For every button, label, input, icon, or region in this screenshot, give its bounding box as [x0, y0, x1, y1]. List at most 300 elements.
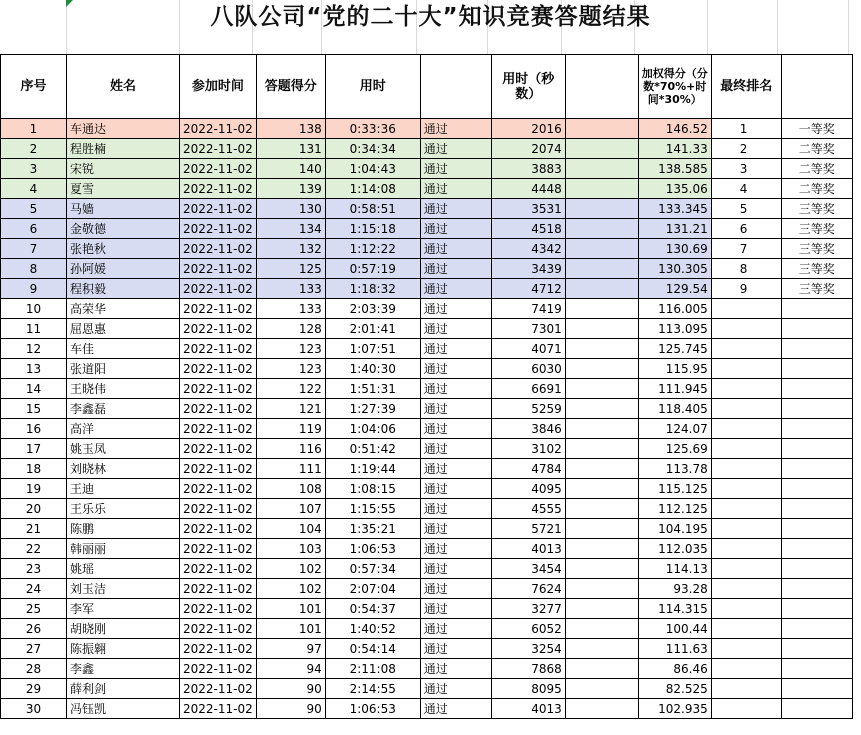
cell-blank[interactable] — [565, 179, 638, 199]
cell-weighted[interactable]: 111.945 — [638, 379, 711, 399]
cell-rank[interactable] — [711, 379, 781, 399]
cell-name[interactable]: 韩丽丽 — [67, 539, 180, 559]
cell-name[interactable]: 高荣华 — [67, 299, 180, 319]
cell-weighted[interactable]: 93.28 — [638, 579, 711, 599]
cell-score[interactable]: 122 — [256, 379, 325, 399]
header-cell-date[interactable]: 参加时间 — [180, 55, 257, 119]
cell-no[interactable]: 6 — [1, 219, 67, 239]
cell-name[interactable]: 王迪 — [67, 479, 180, 499]
cell-weighted[interactable]: 115.95 — [638, 359, 711, 379]
cell-name[interactable]: 宋锐 — [67, 159, 180, 179]
cell-score[interactable]: 102 — [256, 579, 325, 599]
cell-rank[interactable]: 2 — [711, 139, 781, 159]
cell-weighted[interactable]: 125.745 — [638, 339, 711, 359]
cell-status[interactable]: 通过 — [420, 359, 491, 379]
cell-name[interactable]: 陈振翱 — [67, 639, 180, 659]
header-cell-score[interactable]: 答题得分 — [256, 55, 325, 119]
cell-status[interactable]: 通过 — [420, 239, 491, 259]
cell-date[interactable]: 2022-11-02 — [180, 499, 257, 519]
cell-name[interactable]: 张道阳 — [67, 359, 180, 379]
cell-time[interactable]: 0:58:51 — [325, 199, 420, 219]
cell-name[interactable]: 屈恩惠 — [67, 319, 180, 339]
cell-no[interactable]: 4 — [1, 179, 67, 199]
cell-date[interactable]: 2022-11-02 — [180, 399, 257, 419]
cell-rank[interactable] — [711, 599, 781, 619]
cell-prize[interactable] — [781, 419, 852, 439]
cell-name[interactable]: 马嫱 — [67, 199, 180, 219]
cell-secs[interactable]: 3883 — [491, 159, 565, 179]
cell-status[interactable]: 通过 — [420, 179, 491, 199]
cell-score[interactable]: 123 — [256, 359, 325, 379]
header-cell-rank[interactable]: 最终排名 — [711, 55, 781, 119]
cell-secs[interactable]: 7624 — [491, 579, 565, 599]
cell-rank[interactable]: 1 — [711, 119, 781, 139]
cell-name[interactable]: 刘玉洁 — [67, 579, 180, 599]
cell-no[interactable]: 21 — [1, 519, 67, 539]
cell-blank[interactable] — [565, 419, 638, 439]
cell-time[interactable]: 0:57:19 — [325, 259, 420, 279]
cell-secs[interactable]: 4518 — [491, 219, 565, 239]
cell-status[interactable]: 通过 — [420, 319, 491, 339]
cell-prize[interactable] — [781, 479, 852, 499]
cell-name[interactable]: 程积毅 — [67, 279, 180, 299]
cell-weighted[interactable]: 138.585 — [638, 159, 711, 179]
cell-blank[interactable] — [565, 139, 638, 159]
cell-score[interactable]: 94 — [256, 659, 325, 679]
cell-score[interactable]: 125 — [256, 259, 325, 279]
cell-blank[interactable] — [565, 299, 638, 319]
cell-prize[interactable]: 二等奖 — [781, 179, 852, 199]
header-cell-weighted[interactable]: 加权得分（分数*70%+时间*30%） — [638, 55, 711, 119]
cell-date[interactable]: 2022-11-02 — [180, 699, 257, 719]
cell-no[interactable]: 18 — [1, 459, 67, 479]
cell-score[interactable]: 102 — [256, 559, 325, 579]
cell-time[interactable]: 1:08:15 — [325, 479, 420, 499]
cell-no[interactable]: 12 — [1, 339, 67, 359]
cell-score[interactable]: 121 — [256, 399, 325, 419]
cell-status[interactable]: 通过 — [420, 119, 491, 139]
cell-time[interactable]: 1:19:44 — [325, 459, 420, 479]
cell-rank[interactable]: 5 — [711, 199, 781, 219]
cell-status[interactable]: 通过 — [420, 279, 491, 299]
cell-status[interactable]: 通过 — [420, 259, 491, 279]
cell-blank[interactable] — [565, 359, 638, 379]
cell-date[interactable]: 2022-11-02 — [180, 559, 257, 579]
cell-status[interactable]: 通过 — [420, 459, 491, 479]
cell-prize[interactable] — [781, 699, 852, 719]
cell-score[interactable]: 133 — [256, 299, 325, 319]
cell-weighted[interactable]: 104.195 — [638, 519, 711, 539]
cell-prize[interactable] — [781, 639, 852, 659]
cell-time[interactable]: 2:11:08 — [325, 659, 420, 679]
cell-no[interactable]: 23 — [1, 559, 67, 579]
cell-secs[interactable]: 4342 — [491, 239, 565, 259]
cell-secs[interactable]: 5721 — [491, 519, 565, 539]
cell-name[interactable]: 王乐乐 — [67, 499, 180, 519]
cell-time[interactable]: 1:40:30 — [325, 359, 420, 379]
cell-secs[interactable]: 3454 — [491, 559, 565, 579]
cell-time[interactable]: 0:54:14 — [325, 639, 420, 659]
cell-time[interactable]: 1:04:43 — [325, 159, 420, 179]
cell-rank[interactable] — [711, 639, 781, 659]
cell-rank[interactable] — [711, 299, 781, 319]
cell-rank[interactable] — [711, 499, 781, 519]
cell-time[interactable]: 2:07:04 — [325, 579, 420, 599]
cell-time[interactable]: 2:01:41 — [325, 319, 420, 339]
cell-secs[interactable]: 4095 — [491, 479, 565, 499]
cell-rank[interactable] — [711, 319, 781, 339]
cell-status[interactable]: 通过 — [420, 519, 491, 539]
cell-no[interactable]: 7 — [1, 239, 67, 259]
cell-blank[interactable] — [565, 559, 638, 579]
cell-time[interactable]: 1:06:53 — [325, 699, 420, 719]
cell-rank[interactable] — [711, 339, 781, 359]
cell-date[interactable]: 2022-11-02 — [180, 619, 257, 639]
cell-time[interactable]: 1:40:52 — [325, 619, 420, 639]
cell-blank[interactable] — [565, 499, 638, 519]
cell-secs[interactable]: 4555 — [491, 499, 565, 519]
cell-name[interactable]: 李鑫磊 — [67, 399, 180, 419]
cell-secs[interactable]: 2074 — [491, 139, 565, 159]
cell-weighted[interactable]: 102.935 — [638, 699, 711, 719]
cell-status[interactable]: 通过 — [420, 139, 491, 159]
cell-prize[interactable] — [781, 539, 852, 559]
cell-date[interactable]: 2022-11-02 — [180, 259, 257, 279]
cell-time[interactable]: 1:51:31 — [325, 379, 420, 399]
cell-no[interactable]: 24 — [1, 579, 67, 599]
cell-blank[interactable] — [565, 659, 638, 679]
cell-score[interactable]: 97 — [256, 639, 325, 659]
cell-score[interactable]: 140 — [256, 159, 325, 179]
cell-blank[interactable] — [565, 399, 638, 419]
cell-no[interactable]: 22 — [1, 539, 67, 559]
cell-secs[interactable]: 7419 — [491, 299, 565, 319]
cell-secs[interactable]: 6691 — [491, 379, 565, 399]
cell-prize[interactable]: 二等奖 — [781, 139, 852, 159]
cell-date[interactable]: 2022-11-02 — [180, 299, 257, 319]
cell-date[interactable]: 2022-11-02 — [180, 359, 257, 379]
cell-weighted[interactable]: 116.005 — [638, 299, 711, 319]
cell-no[interactable]: 1 — [1, 119, 67, 139]
cell-score[interactable]: 108 — [256, 479, 325, 499]
cell-date[interactable]: 2022-11-02 — [180, 219, 257, 239]
cell-date[interactable]: 2022-11-02 — [180, 159, 257, 179]
header-cell-name[interactable]: 姓名 — [67, 55, 180, 119]
cell-prize[interactable] — [781, 599, 852, 619]
cell-prize[interactable] — [781, 579, 852, 599]
cell-name[interactable]: 冯钰凯 — [67, 699, 180, 719]
cell-prize[interactable]: 三等奖 — [781, 279, 852, 299]
header-cell-prize[interactable] — [781, 55, 852, 119]
cell-rank[interactable] — [711, 539, 781, 559]
cell-prize[interactable] — [781, 659, 852, 679]
cell-secs[interactable]: 4013 — [491, 699, 565, 719]
cell-weighted[interactable]: 135.06 — [638, 179, 711, 199]
cell-status[interactable]: 通过 — [420, 299, 491, 319]
cell-rank[interactable] — [711, 399, 781, 419]
cell-weighted[interactable]: 112.035 — [638, 539, 711, 559]
cell-no[interactable]: 11 — [1, 319, 67, 339]
cell-blank[interactable] — [565, 159, 638, 179]
cell-score[interactable]: 101 — [256, 599, 325, 619]
cell-no[interactable]: 19 — [1, 479, 67, 499]
cell-name[interactable]: 张艳秋 — [67, 239, 180, 259]
cell-name[interactable]: 高洋 — [67, 419, 180, 439]
cell-time[interactable]: 1:07:51 — [325, 339, 420, 359]
cell-blank[interactable] — [565, 699, 638, 719]
cell-secs[interactable]: 8095 — [491, 679, 565, 699]
cell-secs[interactable]: 3254 — [491, 639, 565, 659]
cell-blank[interactable] — [565, 119, 638, 139]
cell-date[interactable]: 2022-11-02 — [180, 339, 257, 359]
cell-date[interactable]: 2022-11-02 — [180, 319, 257, 339]
cell-no[interactable]: 3 — [1, 159, 67, 179]
cell-prize[interactable]: 三等奖 — [781, 199, 852, 219]
cell-no[interactable]: 29 — [1, 679, 67, 699]
cell-date[interactable]: 2022-11-02 — [180, 139, 257, 159]
cell-time[interactable]: 1:04:06 — [325, 419, 420, 439]
cell-date[interactable]: 2022-11-02 — [180, 419, 257, 439]
cell-score[interactable]: 103 — [256, 539, 325, 559]
cell-date[interactable]: 2022-11-02 — [180, 539, 257, 559]
cell-blank[interactable] — [565, 599, 638, 619]
cell-blank[interactable] — [565, 619, 638, 639]
cell-score[interactable]: 123 — [256, 339, 325, 359]
cell-name[interactable]: 胡晓刚 — [67, 619, 180, 639]
cell-status[interactable]: 通过 — [420, 219, 491, 239]
cell-time[interactable]: 0:51:42 — [325, 439, 420, 459]
cell-rank[interactable] — [711, 619, 781, 639]
cell-date[interactable]: 2022-11-02 — [180, 639, 257, 659]
cell-name[interactable]: 王晓伟 — [67, 379, 180, 399]
cell-rank[interactable] — [711, 579, 781, 599]
cell-score[interactable]: 90 — [256, 699, 325, 719]
cell-weighted[interactable]: 131.21 — [638, 219, 711, 239]
cell-rank[interactable] — [711, 459, 781, 479]
cell-time[interactable]: 1:15:18 — [325, 219, 420, 239]
cell-blank[interactable] — [565, 479, 638, 499]
cell-score[interactable]: 134 — [256, 219, 325, 239]
cell-prize[interactable] — [781, 319, 852, 339]
cell-secs[interactable]: 7301 — [491, 319, 565, 339]
cell-date[interactable]: 2022-11-02 — [180, 379, 257, 399]
cell-weighted[interactable]: 113.095 — [638, 319, 711, 339]
cell-weighted[interactable]: 130.305 — [638, 259, 711, 279]
cell-weighted[interactable]: 118.405 — [638, 399, 711, 419]
cell-time[interactable]: 1:14:08 — [325, 179, 420, 199]
cell-no[interactable]: 13 — [1, 359, 67, 379]
cell-status[interactable]: 通过 — [420, 639, 491, 659]
cell-status[interactable]: 通过 — [420, 679, 491, 699]
cell-rank[interactable] — [711, 559, 781, 579]
cell-prize[interactable]: 三等奖 — [781, 219, 852, 239]
cell-rank[interactable]: 9 — [711, 279, 781, 299]
cell-rank[interactable]: 7 — [711, 239, 781, 259]
cell-time[interactable]: 1:12:22 — [325, 239, 420, 259]
cell-date[interactable]: 2022-11-02 — [180, 179, 257, 199]
cell-prize[interactable] — [781, 399, 852, 419]
cell-weighted[interactable]: 100.44 — [638, 619, 711, 639]
cell-blank[interactable] — [565, 639, 638, 659]
cell-secs[interactable]: 3277 — [491, 599, 565, 619]
cell-blank[interactable] — [565, 439, 638, 459]
cell-prize[interactable] — [781, 619, 852, 639]
cell-no[interactable]: 20 — [1, 499, 67, 519]
cell-weighted[interactable]: 114.315 — [638, 599, 711, 619]
cell-weighted[interactable]: 141.33 — [638, 139, 711, 159]
cell-score[interactable]: 116 — [256, 439, 325, 459]
cell-blank[interactable] — [565, 219, 638, 239]
cell-blank[interactable] — [565, 259, 638, 279]
cell-prize[interactable] — [781, 559, 852, 579]
cell-name[interactable]: 姚玉凤 — [67, 439, 180, 459]
cell-rank[interactable] — [711, 359, 781, 379]
header-cell-time[interactable]: 用时 — [325, 55, 420, 119]
cell-blank[interactable] — [565, 319, 638, 339]
cell-rank[interactable] — [711, 679, 781, 699]
cell-status[interactable]: 通过 — [420, 539, 491, 559]
cell-no[interactable]: 17 — [1, 439, 67, 459]
cell-rank[interactable] — [711, 659, 781, 679]
cell-name[interactable]: 夏雪 — [67, 179, 180, 199]
cell-status[interactable]: 通过 — [420, 599, 491, 619]
cell-time[interactable]: 0:34:34 — [325, 139, 420, 159]
cell-score[interactable]: 119 — [256, 419, 325, 439]
cell-no[interactable]: 30 — [1, 699, 67, 719]
cell-date[interactable]: 2022-11-02 — [180, 119, 257, 139]
cell-no[interactable]: 9 — [1, 279, 67, 299]
cell-score[interactable]: 130 — [256, 199, 325, 219]
cell-score[interactable]: 107 — [256, 499, 325, 519]
cell-weighted[interactable]: 130.69 — [638, 239, 711, 259]
cell-score[interactable]: 133 — [256, 279, 325, 299]
cell-rank[interactable] — [711, 439, 781, 459]
cell-status[interactable]: 通过 — [420, 619, 491, 639]
cell-score[interactable]: 131 — [256, 139, 325, 159]
cell-status[interactable]: 通过 — [420, 419, 491, 439]
cell-rank[interactable]: 6 — [711, 219, 781, 239]
cell-prize[interactable] — [781, 379, 852, 399]
cell-blank[interactable] — [565, 539, 638, 559]
cell-time[interactable]: 1:35:21 — [325, 519, 420, 539]
cell-rank[interactable]: 3 — [711, 159, 781, 179]
cell-status[interactable]: 通过 — [420, 579, 491, 599]
cell-date[interactable]: 2022-11-02 — [180, 279, 257, 299]
cell-no[interactable]: 27 — [1, 639, 67, 659]
cell-status[interactable]: 通过 — [420, 199, 491, 219]
cell-time[interactable]: 2:14:55 — [325, 679, 420, 699]
cell-score[interactable]: 138 — [256, 119, 325, 139]
cell-rank[interactable]: 8 — [711, 259, 781, 279]
cell-secs[interactable]: 2016 — [491, 119, 565, 139]
cell-time[interactable]: 1:06:53 — [325, 539, 420, 559]
cell-weighted[interactable]: 125.69 — [638, 439, 711, 459]
cell-status[interactable]: 通过 — [420, 659, 491, 679]
cell-status[interactable]: 通过 — [420, 399, 491, 419]
cell-no[interactable]: 10 — [1, 299, 67, 319]
cell-prize[interactable] — [781, 459, 852, 479]
cell-date[interactable]: 2022-11-02 — [180, 439, 257, 459]
cell-prize[interactable]: 三等奖 — [781, 259, 852, 279]
cell-secs[interactable]: 5259 — [491, 399, 565, 419]
cell-name[interactable]: 李鑫 — [67, 659, 180, 679]
cell-status[interactable]: 通过 — [420, 499, 491, 519]
cell-no[interactable]: 16 — [1, 419, 67, 439]
cell-secs[interactable]: 4712 — [491, 279, 565, 299]
cell-status[interactable]: 通过 — [420, 699, 491, 719]
cell-no[interactable]: 2 — [1, 139, 67, 159]
cell-secs[interactable]: 4448 — [491, 179, 565, 199]
cell-weighted[interactable]: 115.125 — [638, 479, 711, 499]
cell-prize[interactable] — [781, 339, 852, 359]
cell-name[interactable]: 金敬德 — [67, 219, 180, 239]
cell-score[interactable]: 101 — [256, 619, 325, 639]
cell-status[interactable]: 通过 — [420, 339, 491, 359]
cell-date[interactable]: 2022-11-02 — [180, 479, 257, 499]
cell-rank[interactable] — [711, 699, 781, 719]
cell-name[interactable]: 刘晓林 — [67, 459, 180, 479]
cell-secs[interactable]: 6052 — [491, 619, 565, 639]
cell-status[interactable]: 通过 — [420, 379, 491, 399]
cell-prize[interactable]: 一等奖 — [781, 119, 852, 139]
cell-no[interactable]: 25 — [1, 599, 67, 619]
cell-weighted[interactable]: 113.78 — [638, 459, 711, 479]
cell-status[interactable]: 通过 — [420, 439, 491, 459]
cell-time[interactable]: 1:15:55 — [325, 499, 420, 519]
cell-weighted[interactable]: 111.63 — [638, 639, 711, 659]
cell-no[interactable]: 8 — [1, 259, 67, 279]
cell-blank[interactable] — [565, 199, 638, 219]
cell-weighted[interactable]: 124.07 — [638, 419, 711, 439]
cell-secs[interactable]: 3102 — [491, 439, 565, 459]
cell-secs[interactable]: 4071 — [491, 339, 565, 359]
cell-weighted[interactable]: 82.525 — [638, 679, 711, 699]
cell-rank[interactable] — [711, 479, 781, 499]
cell-weighted[interactable]: 86.46 — [638, 659, 711, 679]
header-cell-no[interactable]: 序号 — [1, 55, 67, 119]
cell-status[interactable]: 通过 — [420, 159, 491, 179]
cell-blank[interactable] — [565, 279, 638, 299]
cell-weighted[interactable]: 133.345 — [638, 199, 711, 219]
cell-time[interactable]: 0:33:36 — [325, 119, 420, 139]
cell-no[interactable]: 28 — [1, 659, 67, 679]
cell-date[interactable]: 2022-11-02 — [180, 239, 257, 259]
cell-prize[interactable] — [781, 519, 852, 539]
cell-name[interactable]: 陈鹏 — [67, 519, 180, 539]
cell-date[interactable]: 2022-11-02 — [180, 519, 257, 539]
cell-blank[interactable] — [565, 459, 638, 479]
cell-prize[interactable] — [781, 499, 852, 519]
header-cell-status[interactable] — [420, 55, 491, 119]
cell-prize[interactable]: 二等奖 — [781, 159, 852, 179]
cell-blank[interactable] — [565, 239, 638, 259]
cell-blank[interactable] — [565, 339, 638, 359]
cell-time[interactable]: 0:57:34 — [325, 559, 420, 579]
cell-date[interactable]: 2022-11-02 — [180, 679, 257, 699]
cell-secs[interactable]: 7868 — [491, 659, 565, 679]
cell-name[interactable]: 姚瑶 — [67, 559, 180, 579]
cell-prize[interactable] — [781, 439, 852, 459]
cell-rank[interactable] — [711, 519, 781, 539]
cell-name[interactable]: 程胜楠 — [67, 139, 180, 159]
cell-score[interactable]: 128 — [256, 319, 325, 339]
cell-weighted[interactable]: 129.54 — [638, 279, 711, 299]
cell-prize[interactable] — [781, 679, 852, 699]
cell-date[interactable]: 2022-11-02 — [180, 199, 257, 219]
cell-secs[interactable]: 3439 — [491, 259, 565, 279]
cell-secs[interactable]: 3531 — [491, 199, 565, 219]
cell-score[interactable]: 111 — [256, 459, 325, 479]
